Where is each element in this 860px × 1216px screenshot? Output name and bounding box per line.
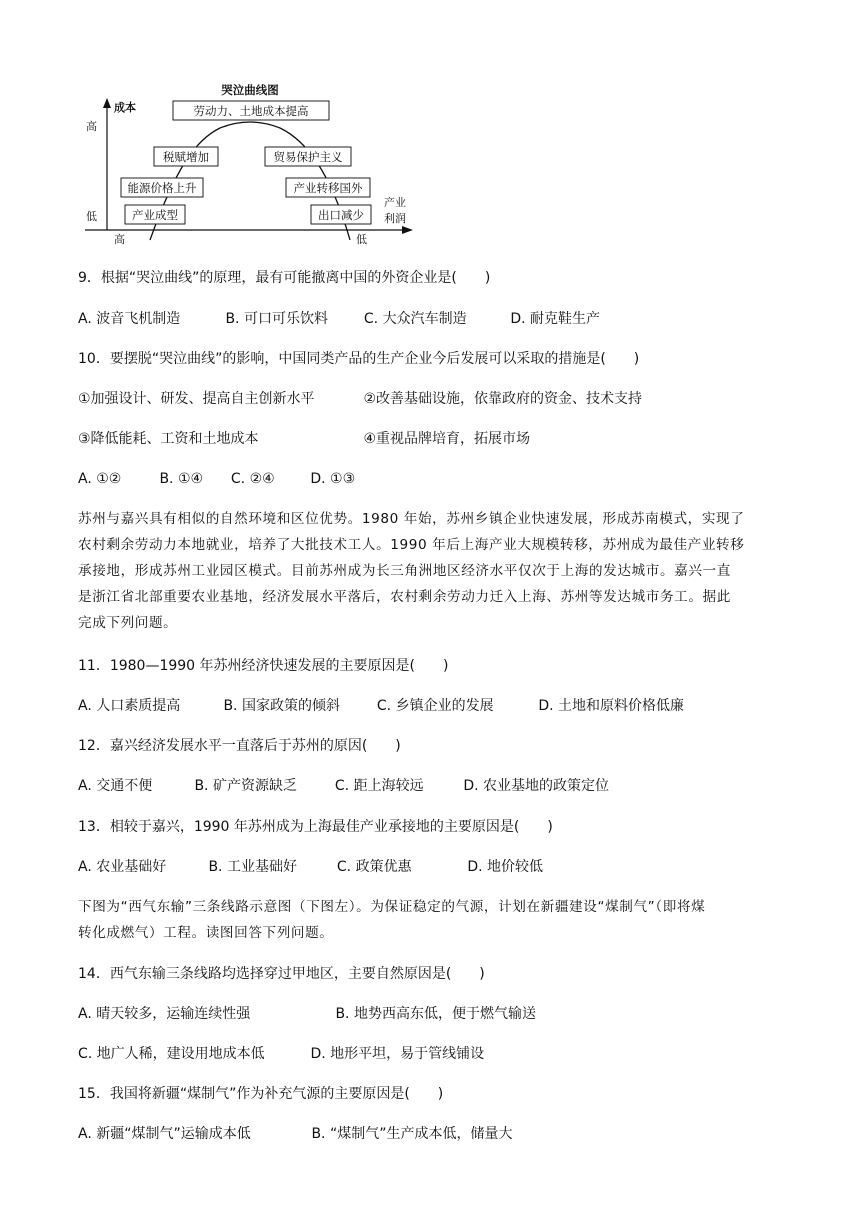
q11-option-a[interactable]: A. 人口素质提高 bbox=[78, 698, 181, 714]
q14-option-a[interactable]: A. 晴天较多，运输连续性强 bbox=[78, 1006, 251, 1022]
question-10-statements-row2 bbox=[78, 429, 530, 449]
x-high-label: 高 bbox=[114, 233, 125, 245]
x-axis-label-line2: 利润 bbox=[384, 212, 406, 225]
q10-option-b[interactable]: B. ①④ bbox=[159, 471, 204, 487]
q13-option-b[interactable]: B. 工业基础好 bbox=[208, 859, 297, 875]
chart-title: 哭泣曲线图 bbox=[221, 83, 279, 97]
q15-option-b[interactable]: B. “煤制气”生产成本低，储量大 bbox=[311, 1126, 513, 1142]
passage-suzhou-jiaxing bbox=[78, 506, 790, 636]
q9-option-a[interactable]: A. 波音飞机制造 bbox=[78, 311, 181, 327]
q15-option-a[interactable]: A. 新疆“煤制气”运输成本低 bbox=[78, 1126, 251, 1142]
question-14-stem: 14．西气东输三条线路均选择穿过甲地区，主要自然原因是( ) bbox=[78, 966, 485, 982]
y-axis-label: 成本 bbox=[114, 101, 136, 114]
q11-option-d[interactable]: D. 土地和原料价格低廉 bbox=[538, 698, 685, 714]
q13-option-a[interactable]: A. 农业基础好 bbox=[78, 859, 167, 875]
q11-option-b[interactable]: B. 国家政策的倾斜 bbox=[223, 698, 340, 714]
question-9-stem: 9．根据“哭泣曲线”的原理，最有可能撤离中国的外资企业是( ) bbox=[78, 270, 491, 286]
q9-option-c[interactable]: C. 大众汽车制造 bbox=[363, 311, 467, 327]
q12-option-b[interactable]: B. 矿产资源缺乏 bbox=[194, 778, 297, 794]
box-left2-text: 税赋增加 bbox=[163, 150, 209, 164]
question-11-options bbox=[78, 696, 684, 716]
y-high-label: 高 bbox=[86, 120, 97, 133]
q12-option-d[interactable]: D. 农业基地的政策定位 bbox=[463, 778, 610, 794]
q14-option-b[interactable]: B. 地势西高东低，便于燃气输送 bbox=[335, 1006, 536, 1022]
passage-west-east-gas bbox=[78, 894, 790, 946]
q9-option-d[interactable]: D. 耐克鞋生产 bbox=[510, 311, 601, 327]
question-14-options-row1 bbox=[78, 1004, 536, 1024]
box-right2-text: 贸易保护主义 bbox=[273, 150, 343, 164]
passage1-line-1: 苏州与嘉兴具有相似的自然环境和区位优势。1980 年始，苏州乡镇企业快速发展，形成苏南模式，实现了 bbox=[78, 511, 745, 527]
x-axis-label-line1: 产业 bbox=[384, 196, 406, 209]
q13-option-d[interactable]: D. 地价较低 bbox=[467, 859, 544, 875]
q10-statement-4: ④重视品牌培育，拓展市场 bbox=[363, 431, 531, 447]
passage2-line-2: 转化成燃气）工程。读图回答下列问题。 bbox=[78, 925, 334, 941]
question-14-options-row2 bbox=[78, 1044, 484, 1064]
question-10-stem: 10．要摆脱“哭泣曲线”的影响，中国同类产品的生产企业今后发展可以采取的措施是( ) bbox=[78, 351, 640, 367]
q10-option-d[interactable]: D. ①③ bbox=[310, 471, 356, 487]
box-right4-text: 出口减少 bbox=[318, 208, 364, 222]
q10-option-a[interactable]: A. ①② bbox=[78, 471, 122, 487]
q10-statement-3: ③降低能耗、工资和土地成本 bbox=[78, 431, 259, 447]
q10-statement-2: ②改善基础设施，依靠政府的资金、技术支持 bbox=[363, 391, 643, 407]
q10-option-c[interactable]: C. ②④ bbox=[230, 471, 275, 487]
x-low-label: 低 bbox=[356, 233, 367, 245]
passage1-line-2: 农村剩余劳动力本地就业，培养了大批技术工人。1990 年后上海产业大规模转移，苏州成为最佳产业转移 bbox=[78, 537, 745, 553]
question-13-stem: 13．相较于嘉兴，1990 年苏州成为上海最佳产业承接地的主要原因是( ) bbox=[78, 819, 553, 835]
question-10-statements-row1 bbox=[78, 389, 642, 409]
question-9-options bbox=[78, 309, 600, 329]
question-12-stem: 12．嘉兴经济发展水平一直落后于苏州的原因( ) bbox=[78, 738, 401, 754]
question-11-stem: 11．1980—1990 年苏州经济快速发展的主要原因是( ) bbox=[78, 658, 449, 674]
passage1-line-5: 完成下列问题。 bbox=[78, 615, 178, 631]
passage1-line-3: 承接地，形成苏州工业园区模式。目前苏州成为长三角洲地区经济水平仅次于上海的发达城市。嘉兴一直 bbox=[78, 563, 731, 579]
q14-option-c[interactable]: C. 地广人稀，建设用地成本低 bbox=[78, 1046, 265, 1062]
y-low-label: 低 bbox=[86, 210, 97, 223]
q12-option-a[interactable]: A. 交通不便 bbox=[78, 778, 153, 794]
weeping-curve-svg bbox=[80, 80, 420, 245]
question-12-options bbox=[78, 776, 609, 796]
question-13-options bbox=[78, 857, 543, 877]
x-axis-arrow bbox=[402, 226, 413, 234]
q9-option-b[interactable]: B. 可口可乐饮料 bbox=[225, 311, 328, 327]
passage1-line-4: 是浙江省北部重要农业基地，经济发展水平落后，农村剩余劳动力迁入上海、苏州等发达城市务工。据此 bbox=[78, 589, 731, 605]
box-left3-text: 能源价格上升 bbox=[127, 181, 197, 195]
weeping-curve-diagram bbox=[80, 80, 420, 245]
passage2-line-1: 下图为“西气东输”三条线路示意图（下图左）。为保证稳定的气源，计划在新疆建设“煤制气”（即将煤 bbox=[78, 899, 706, 915]
q11-option-c[interactable]: C. 乡镇企业的发展 bbox=[376, 698, 494, 714]
question-15-options bbox=[78, 1124, 512, 1144]
box-left4-text: 产业成型 bbox=[132, 208, 178, 222]
q10-statement-1: ①加强设计、研发、提高自主创新水平 bbox=[78, 391, 315, 407]
box-right3-text: 产业转移国外 bbox=[293, 181, 363, 195]
y-axis-arrow bbox=[103, 98, 111, 108]
question-10-options bbox=[78, 469, 355, 489]
q14-option-d[interactable]: D. 地形平坦，易于管线铺设 bbox=[310, 1046, 485, 1062]
question-15-stem: 15．我国将新疆“煤制气”作为补充气源的主要原因是( ) bbox=[78, 1086, 444, 1102]
q12-option-c[interactable]: C. 距上海较远 bbox=[334, 778, 424, 794]
q13-option-c[interactable]: C. 政策优惠 bbox=[336, 859, 412, 875]
box-top-text: 劳动力、土地成本提高 bbox=[193, 104, 309, 118]
